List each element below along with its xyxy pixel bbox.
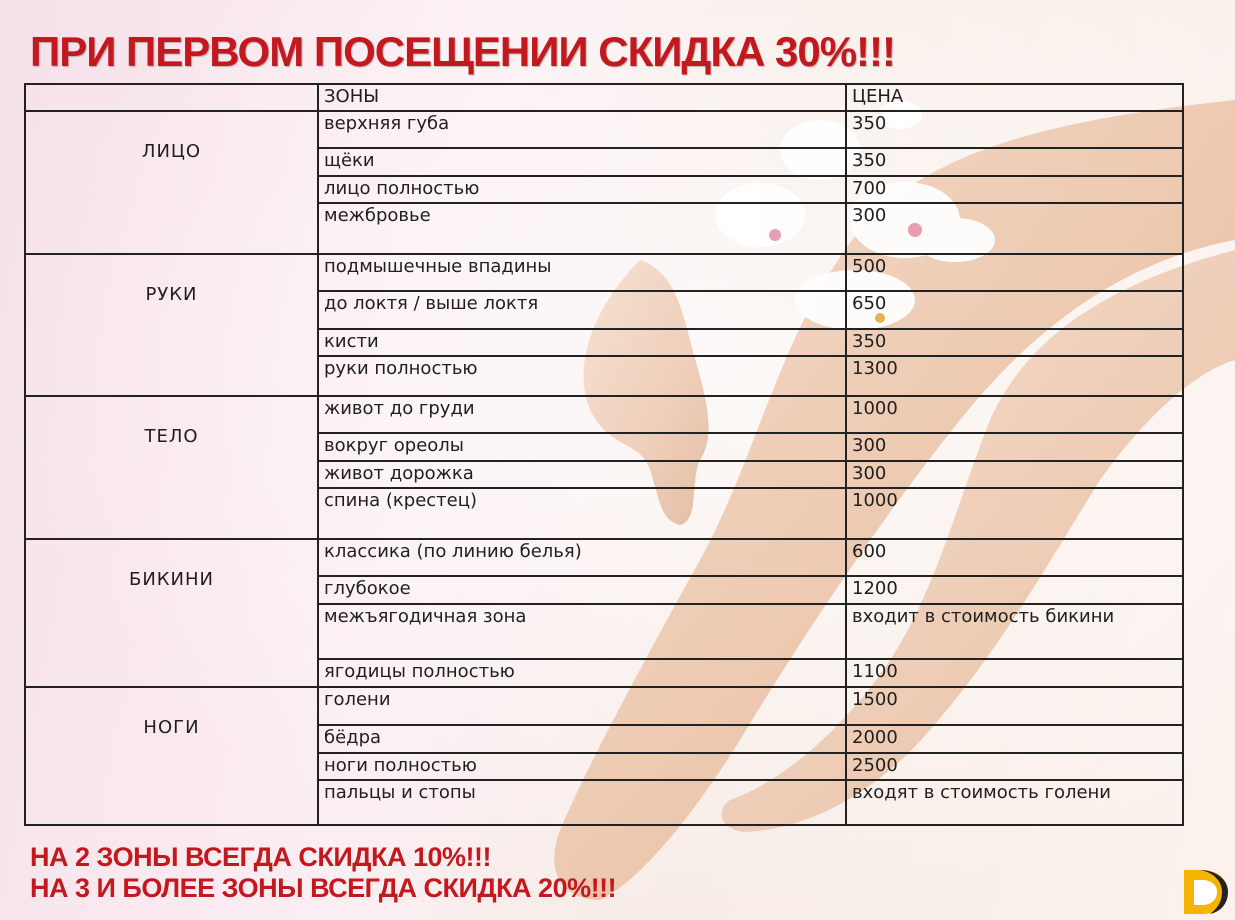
zone-cell: лицо полностью <box>318 176 846 203</box>
footer-discount-3-zones: НА 3 И БОЛЕЕ ЗОНЫ ВСЕГДА СКИДКА 20%!!! <box>30 873 617 903</box>
header-group-cell <box>25 84 318 111</box>
zone-cell: живот до груди <box>318 396 846 433</box>
price-cell: 350 <box>846 148 1183 176</box>
price-cell: 700 <box>846 176 1183 203</box>
price-cell: 300 <box>846 433 1183 461</box>
table-row <box>25 539 1183 576</box>
table-header-row <box>25 84 1183 111</box>
zone-group-bikini: БИКИНИ <box>25 539 318 687</box>
zone-cell: пальцы и стопы <box>318 780 846 825</box>
header-zones: ЗОНЫ <box>318 84 846 111</box>
zone-cell: классика (по линию белья) <box>318 539 846 576</box>
zone-cell: ягодицы полностью <box>318 659 846 687</box>
price-cell: 1000 <box>846 488 1183 539</box>
footer-discount-2-zones: НА 2 ЗОНЫ ВСЕГДА СКИДКА 10%!!! <box>30 842 491 872</box>
zone-cell: живот дорожка <box>318 461 846 488</box>
zone-cell: межбровье <box>318 203 846 254</box>
price-cell: 350 <box>846 329 1183 356</box>
zone-cell: голени <box>318 687 846 725</box>
price-cell: 650 <box>846 291 1183 329</box>
price-cell: 1100 <box>846 659 1183 687</box>
price-cell: 1500 <box>846 687 1183 725</box>
zone-cell: щёки <box>318 148 846 176</box>
zone-cell: вокруг ореолы <box>318 433 846 461</box>
header-price: ЦЕНА <box>846 84 1183 111</box>
price-table <box>24 83 1184 826</box>
zone-cell: руки полностью <box>318 356 846 396</box>
price-cell: 1200 <box>846 576 1183 604</box>
table-row <box>25 687 1183 725</box>
zone-cell: ноги полностью <box>318 753 846 780</box>
price-cell: 2500 <box>846 753 1183 780</box>
zone-group-arms: РУКИ <box>25 254 318 396</box>
zone-cell: спина (крестец) <box>318 488 846 539</box>
price-cell: 1000 <box>846 396 1183 433</box>
price-cell: входят в стоимость голени <box>846 780 1183 825</box>
price-cell: 600 <box>846 539 1183 576</box>
price-cell: 500 <box>846 254 1183 291</box>
price-cell: 350 <box>846 111 1183 148</box>
zone-cell: подмышечные впадины <box>318 254 846 291</box>
table-row <box>25 254 1183 291</box>
zone-group-face: ЛИЦО <box>25 111 318 254</box>
zone-cell: кисти <box>318 329 846 356</box>
table-row <box>25 111 1183 148</box>
zone-cell: глубокое <box>318 576 846 604</box>
zone-cell: бёдра <box>318 725 846 753</box>
table-row <box>25 396 1183 433</box>
price-cell: 2000 <box>846 725 1183 753</box>
price-cell: 1300 <box>846 356 1183 396</box>
price-cell: 300 <box>846 203 1183 254</box>
brand-logo-icon <box>1180 864 1230 916</box>
zone-cell: межъягодичная зона <box>318 604 846 659</box>
price-cell: 300 <box>846 461 1183 488</box>
zone-group-body: ТЕЛО <box>25 396 318 539</box>
zone-group-legs: НОГИ <box>25 687 318 825</box>
price-cell: входит в стоимость бикини <box>846 604 1183 659</box>
zone-cell: верхняя губа <box>318 111 846 148</box>
zone-cell: до локтя / выше локтя <box>318 291 846 329</box>
discount-headline: ПРИ ПЕРВОМ ПОСЕЩЕНИИ СКИДКА 30%!!! <box>30 28 896 75</box>
